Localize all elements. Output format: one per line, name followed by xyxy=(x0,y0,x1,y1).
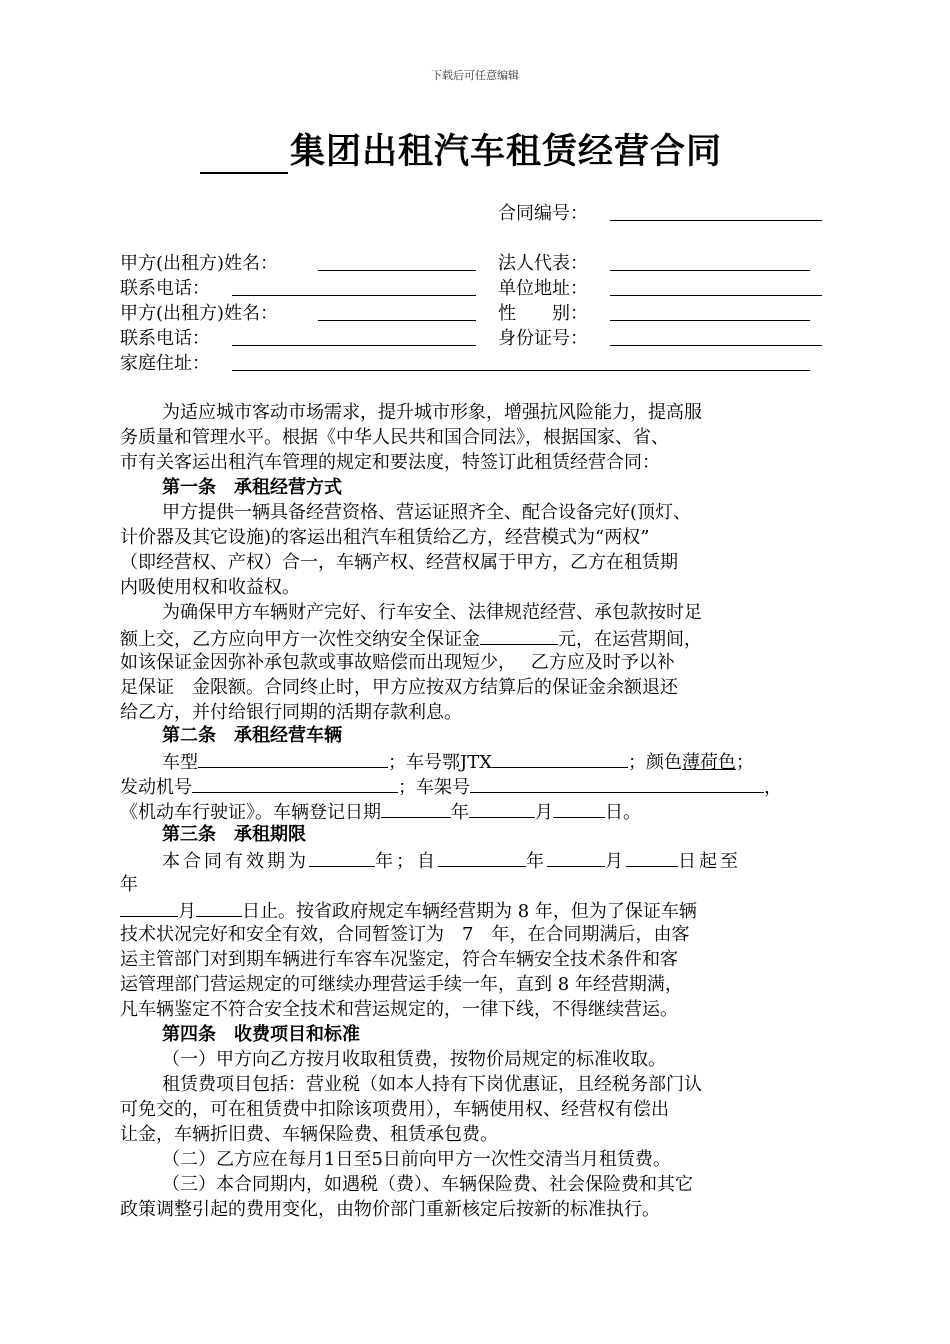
start-year-blank xyxy=(438,847,526,867)
plate-blank xyxy=(492,748,628,768)
preamble-line: 为适应城市客动市场需求，提升城市形象，增强抗风险能力，提高服 xyxy=(162,402,702,423)
party-a-name2-blank xyxy=(318,319,476,321)
end-month-blank xyxy=(120,897,178,917)
party-a-name-label: 甲方(出租方)姓名： xyxy=(120,253,279,274)
article-1-line: 足保证 金限额。合同终止时，甲方应按双方结算后的保证金余额退还 xyxy=(120,677,678,698)
article-1-title: 第一条 承租经营方式 xyxy=(162,477,342,498)
party-a-name-blank xyxy=(318,269,476,271)
article-1-line: （即经营权、产权）合一，车辆产权、经营权属于甲方，乙方在租赁期 xyxy=(120,552,678,573)
id-no-label: 身份证号： xyxy=(498,328,588,349)
id-no-blank xyxy=(610,344,822,346)
article-1-line: 如该保证金因弥补承包款或事故赔偿而出现短少， 乙方应及时予以补 xyxy=(120,652,675,673)
party-a-name2-label: 甲方(出租方)姓名： xyxy=(120,303,279,324)
term-line: 凡车辆鉴定不符合安全技术和营运规定的，一律下线，不得继续营运。 xyxy=(120,999,678,1020)
phone2-label: 联系电话： xyxy=(120,328,210,349)
start-month-blank xyxy=(547,847,605,867)
vehicle-line-2: 发动机号 ；车架号 ， xyxy=(120,773,782,800)
car-type-blank xyxy=(198,748,388,768)
preamble-line: 务质量和管理水平。根据《中华人民共和国合同法》，根据国家、省、 xyxy=(120,427,669,448)
article-1-line: 计价器及其它设施)的客运出租汽车租赁给乙方，经营模式为“两权” xyxy=(120,527,650,548)
contract-no-blank xyxy=(610,219,822,221)
article-3-title: 第三条 承租期限 xyxy=(162,824,306,845)
fee-line: （一）甲方向乙方按月收取租赁费，按物价局规定的标准收取。 xyxy=(162,1049,666,1070)
article-1-line: 甲方提供一辆具备经营资格、营运证照齐全、配合设备完好(顶灯、 xyxy=(162,502,692,523)
term-line-2: 年 xyxy=(120,874,138,895)
vehicle-line-3: 《机动车行驶证》。车辆登记日期 年 月 日。 xyxy=(120,798,641,825)
engine-blank xyxy=(192,773,398,793)
color-value: 薄荷色 xyxy=(682,752,737,773)
term-line: 技术状况完好和安全有效，合同暂签订为 7 年，在合同期满后，由客 xyxy=(120,924,690,945)
phone2-blank xyxy=(232,344,476,346)
start-day-blank xyxy=(626,847,678,867)
fee-line: 租赁费项目包括：营业税（如本人持有下岗优惠证，且经税务部门认 xyxy=(162,1074,702,1095)
term-line: 运管理部门营运规定的可继续办理营运手续一年，直到 8 年经营期满， xyxy=(120,974,683,995)
gender-blank xyxy=(610,319,810,321)
fee-line: （三）本合同期内，如遇税（费）、车辆保险费、社会保险费和其它 xyxy=(162,1174,693,1195)
article-1-deposit-line: 额上交，乙方应向甲方一次性交纳安全保证金 元，在运营期间， xyxy=(120,625,702,652)
article-1-line: 内吸使用权和收益权。 xyxy=(120,577,300,598)
term-years-blank xyxy=(309,847,375,867)
preamble-line: 市有关客运出租汽车管理的规定和要法度，特签订此租赁经营合同： xyxy=(120,452,660,473)
reg-day-blank xyxy=(553,798,605,818)
unit-addr-blank xyxy=(610,294,822,296)
header-note: 下载后可任意编辑 xyxy=(431,69,519,82)
deposit-blank xyxy=(480,625,558,645)
title-blank xyxy=(200,138,288,174)
article-2-title: 第二条 承租经营车辆 xyxy=(162,725,342,746)
frame-blank xyxy=(470,773,764,793)
gender-label: 性 别： xyxy=(498,303,588,324)
fee-line: （二）乙方应在每月1日至5日前向甲方一次性交清当月租赁费。 xyxy=(162,1149,671,1170)
home-addr-label: 家庭住址： xyxy=(120,353,210,374)
fee-line: 让金，车辆折旧费、车辆保险费、租赁承包费。 xyxy=(120,1124,498,1145)
reg-month-blank xyxy=(469,798,535,818)
fee-line: 政策调整引起的费用变化，由物价部门重新核定后按新的标准执行。 xyxy=(120,1199,660,1220)
reg-year-blank xyxy=(381,798,451,818)
article-1-line: 给乙方，并付给银行同期的活期存款利息。 xyxy=(120,702,462,723)
home-addr-blank xyxy=(232,369,810,371)
unit-addr-label: 单位地址： xyxy=(498,278,588,299)
term-line: 运主管部门对到期车辆进行车容车况鉴定，符合车辆安全技术条件和客 xyxy=(120,949,678,970)
contract-no-label: 合同编号： xyxy=(498,203,588,224)
legal-rep-label: 法人代表： xyxy=(498,253,588,274)
title-text: 集团出租汽车租赁经营合同 xyxy=(290,131,723,172)
article-4-title: 第四条 收费项目和标准 xyxy=(162,1024,360,1045)
phone1-blank xyxy=(232,294,476,296)
term-line-1: 本合同有效期为 年；自 年 月 日起至 xyxy=(120,847,741,874)
document-title xyxy=(200,124,722,174)
phone1-label: 联系电话： xyxy=(120,278,210,299)
vehicle-line-1: 车型 ；车号鄂JTX ；颜色薄荷色； xyxy=(120,748,754,775)
end-day-blank xyxy=(196,897,242,917)
fee-line: 可免交的，可在租赁费中扣除该项费用），车辆使用权、经营权有偿出 xyxy=(120,1099,669,1120)
legal-rep-blank xyxy=(610,269,810,271)
article-1-line: 为确保甲方车辆财产完好、行车安全、法律规范经营、承包款按时足 xyxy=(162,602,702,623)
term-line-3: 月 日止。按省政府规定车辆经营期为 8 年，但为了保证车辆 xyxy=(120,897,697,924)
